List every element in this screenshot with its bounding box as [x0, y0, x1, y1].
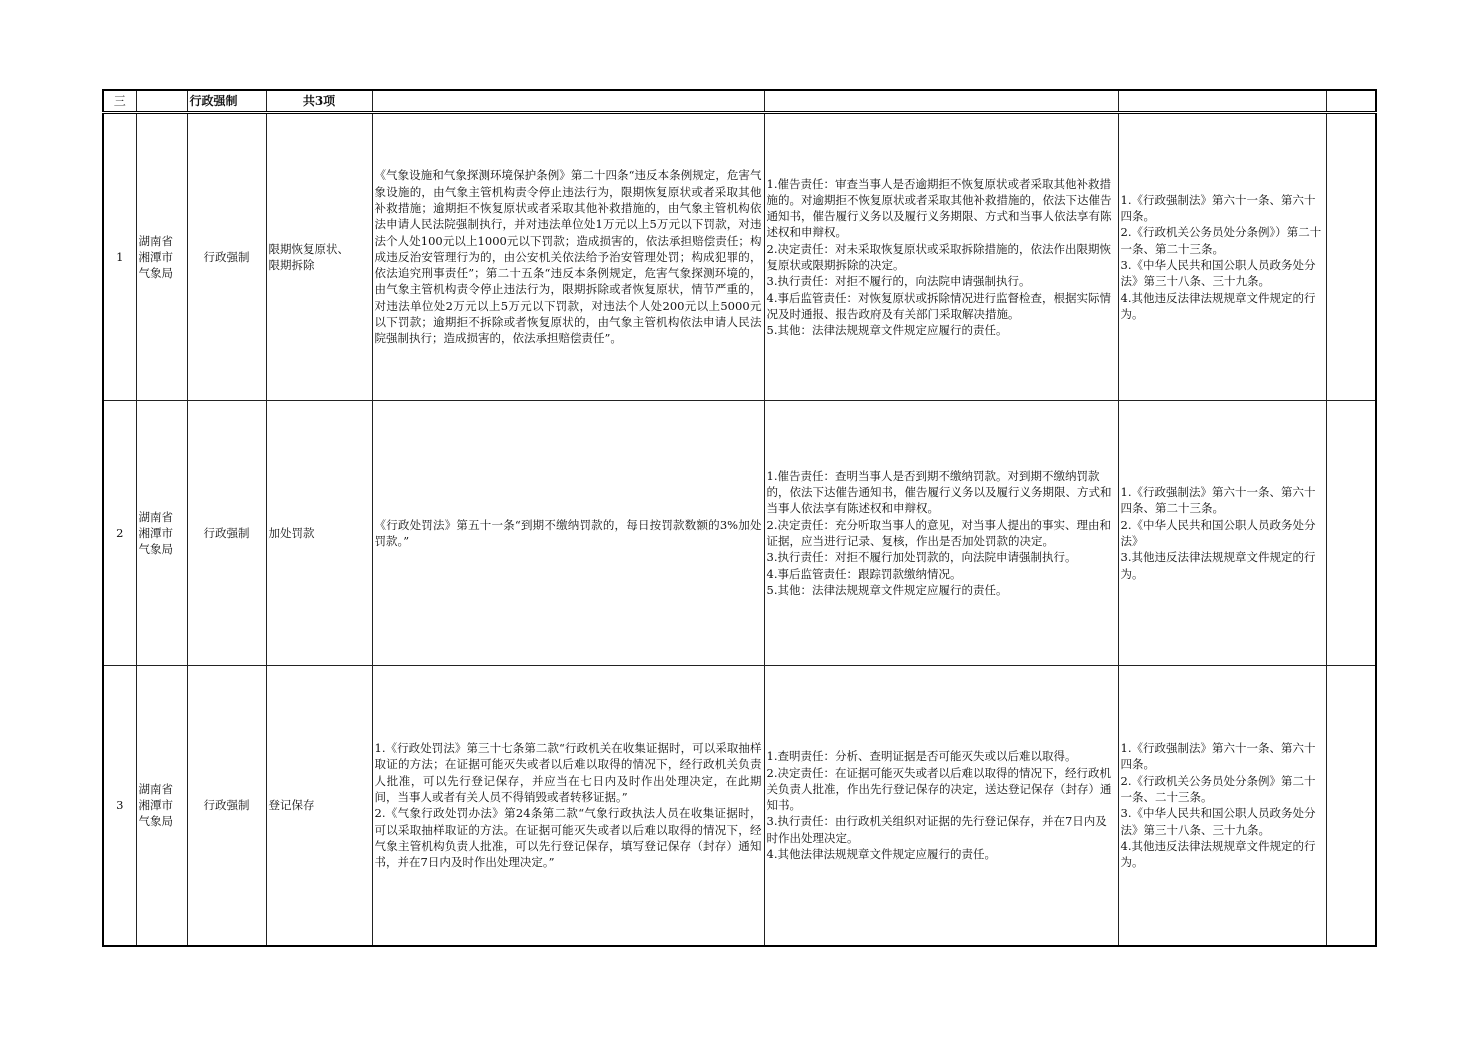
remark-cell — [1326, 401, 1376, 666]
department-cell: 湖南省 湘潭市 气象局 — [136, 666, 187, 946]
header-blank-cell — [764, 90, 1118, 113]
power-type-cell: 行政强制 — [187, 401, 266, 666]
power-item-cell: 限期恢复原状、 限期拆除 — [266, 113, 372, 401]
accountability-cell: 1.《行政强制法》第六十一条、第六十四条。 2.《行政机关公务员处分条例》第二十一条、二十三条。 3.《中华人民共和国公职人员政务处分法》第三十八条、三十九条。 4.其他违反法律法规规章文件规定的行为。 — [1118, 666, 1326, 946]
power-list-table — [102, 89, 1377, 947]
header-blank-cell — [136, 90, 187, 113]
header-blank-cell — [372, 90, 764, 113]
table-row — [103, 666, 1376, 946]
row-number: 2 — [103, 401, 136, 666]
duty-cell: 1.催告责任：审查当事人是否逾期拒不恢复原状或者采取其他补救措施的。对逾期拒不恢复原状或者采取其他补救措施的，依法下达催告通知书，催告履行义务以及履行义务期限、方式和当事人依法享有陈述权和申辩权。 2.决定责任：对未采取恢复原状或采取拆除措施的，依法作出限期恢复原状或限期拆除的决定。 3.执行责任：对拒不履行的，向法院申请强制执行。 4.事后监管责任：对恢复原状或拆除情况进行监督检查，根据实际情况及时通报、报告政府及有关部门采取解决措施。 5.其他：法律法规规章文件规定应履行的责任。 — [764, 113, 1118, 401]
section-category: 行政强制 — [187, 90, 266, 113]
section-count: 共3项 — [266, 90, 372, 113]
legal-basis-cell: 1.《行政处罚法》第三十七条第二款“行政机关在收集证据时，可以采取抽样取证的方法；在证据可能灭失或者以后难以取得的情况下，经行政机关负责人批准，可以先行登记保存，并应当在七日内及时作出处理决定，在此期间，当事人或者有关人员不得销毁或者转移证据。” 2.《气象行政处罚办法》第24条第二款“气象行政执法人员在收集证据时，可以采取抽样取证的方法。在证据可能灭失或者以后难以取得的情况下，经气象主管机构负责人批准，可以先行登记保存，填写登记保存（封存）通知书，并在7日内及时作出处理决定。” — [372, 666, 764, 946]
header-blank-cell — [1326, 90, 1376, 113]
table-row — [103, 401, 1376, 666]
department-cell: 湖南省 湘潭市 气象局 — [136, 113, 187, 401]
row-number: 3 — [103, 666, 136, 946]
remark-cell — [1326, 666, 1376, 946]
section-seq: 三 — [103, 90, 136, 113]
duty-cell: 1.查明责任：分析、查明证据是否可能灭失或以后难以取得。 2.决定责任：在证据可能灭失或者以后难以取得的情况下，经行政机关负责人批准，作出先行登记保存的决定，送达登记保存（封存）通知书。 3.执行责任：由行政机关组织对证据的先行登记保存，并在7日内及时作出处理决定。 4.其他法律法规规章文件规定应履行的责任。 — [764, 666, 1118, 946]
section-header-row — [103, 90, 1376, 113]
table-row — [103, 113, 1376, 401]
accountability-cell: 1.《行政强制法》第六十一条、第六十四条。 2.《行政机关公务员处分条例》）第二十一条、第二十三条。 3.《中华人民共和国公职人员政务处分法》第三十八条、三十九条。 4.其他违反法律法规规章文件规定的行为。 — [1118, 113, 1326, 401]
row-number: 1 — [103, 113, 136, 401]
header-blank-cell — [1118, 90, 1326, 113]
power-type-cell: 行政强制 — [187, 113, 266, 401]
duty-cell: 1.催告责任：查明当事人是否到期不缴纳罚款。对到期不缴纳罚款的，依法下达催告通知书，催告履行义务以及履行义务期限、方式和当事人依法享有陈述权和申辩权。 2.决定责任：充分听取当事人的意见，对当事人提出的事实、理由和证据，应当进行记录、复核，作出是否加处罚款的决定。 3.执行责任：对拒不履行加处罚款的，向法院申请强制执行。 4.事后监管责任：跟踪罚款缴纳情况。 5.其他：法律法规规章文件规定应履行的责任。 — [764, 401, 1118, 666]
remark-cell — [1326, 113, 1376, 401]
power-type-cell: 行政强制 — [187, 666, 266, 946]
power-item-cell: 加处罚款 — [266, 401, 372, 666]
legal-basis-cell: 《气象设施和气象探测环境保护条例》第二十四条“违反本条例规定，危害气象设施的，由气象主管机构责令停止违法行为，限期恢复原状或者采取其他补救措施；逾期拒不恢复原状或者采取其他补救措施的，由气象主管机构依法申请人民法院强制执行，并对违法单位处1万元以上5万元以下罚款，对违法个人处100元以上1000元以下罚款；造成损害的，依法承担赔偿责任；构成违反治安管理行为的，由公安机关依法给予治安管理处罚；构成犯罪的，依法追究刑事责任”；第二十五条“违反本条例规定，危害气象探测环境的，由气象主管机构责令停止违法行为，限期拆除或者恢复原状，情节严重的，对违法单位处2万元以上5万元以下罚款，对违法个人处200元以上5000元以下罚款；逾期拒不拆除或者恢复原状的，由气象主管机构依法申请人民法院强制执行；造成损害的，依法承担赔偿责任”。 — [372, 113, 764, 401]
accountability-cell: 1.《行政强制法》第六十一条、第六十四条、第二十三条。 2.《中华人民共和国公职人员政务处分法》 3.其他违反法律法规规章文件规定的行为。 — [1118, 401, 1326, 666]
department-cell: 湖南省 湘潭市 气象局 — [136, 401, 187, 666]
power-item-cell: 登记保存 — [266, 666, 372, 946]
legal-basis-cell: 《行政处罚法》第五十一条“到期不缴纳罚款的，每日按罚款数额的3%加处罚款。” — [372, 401, 764, 666]
